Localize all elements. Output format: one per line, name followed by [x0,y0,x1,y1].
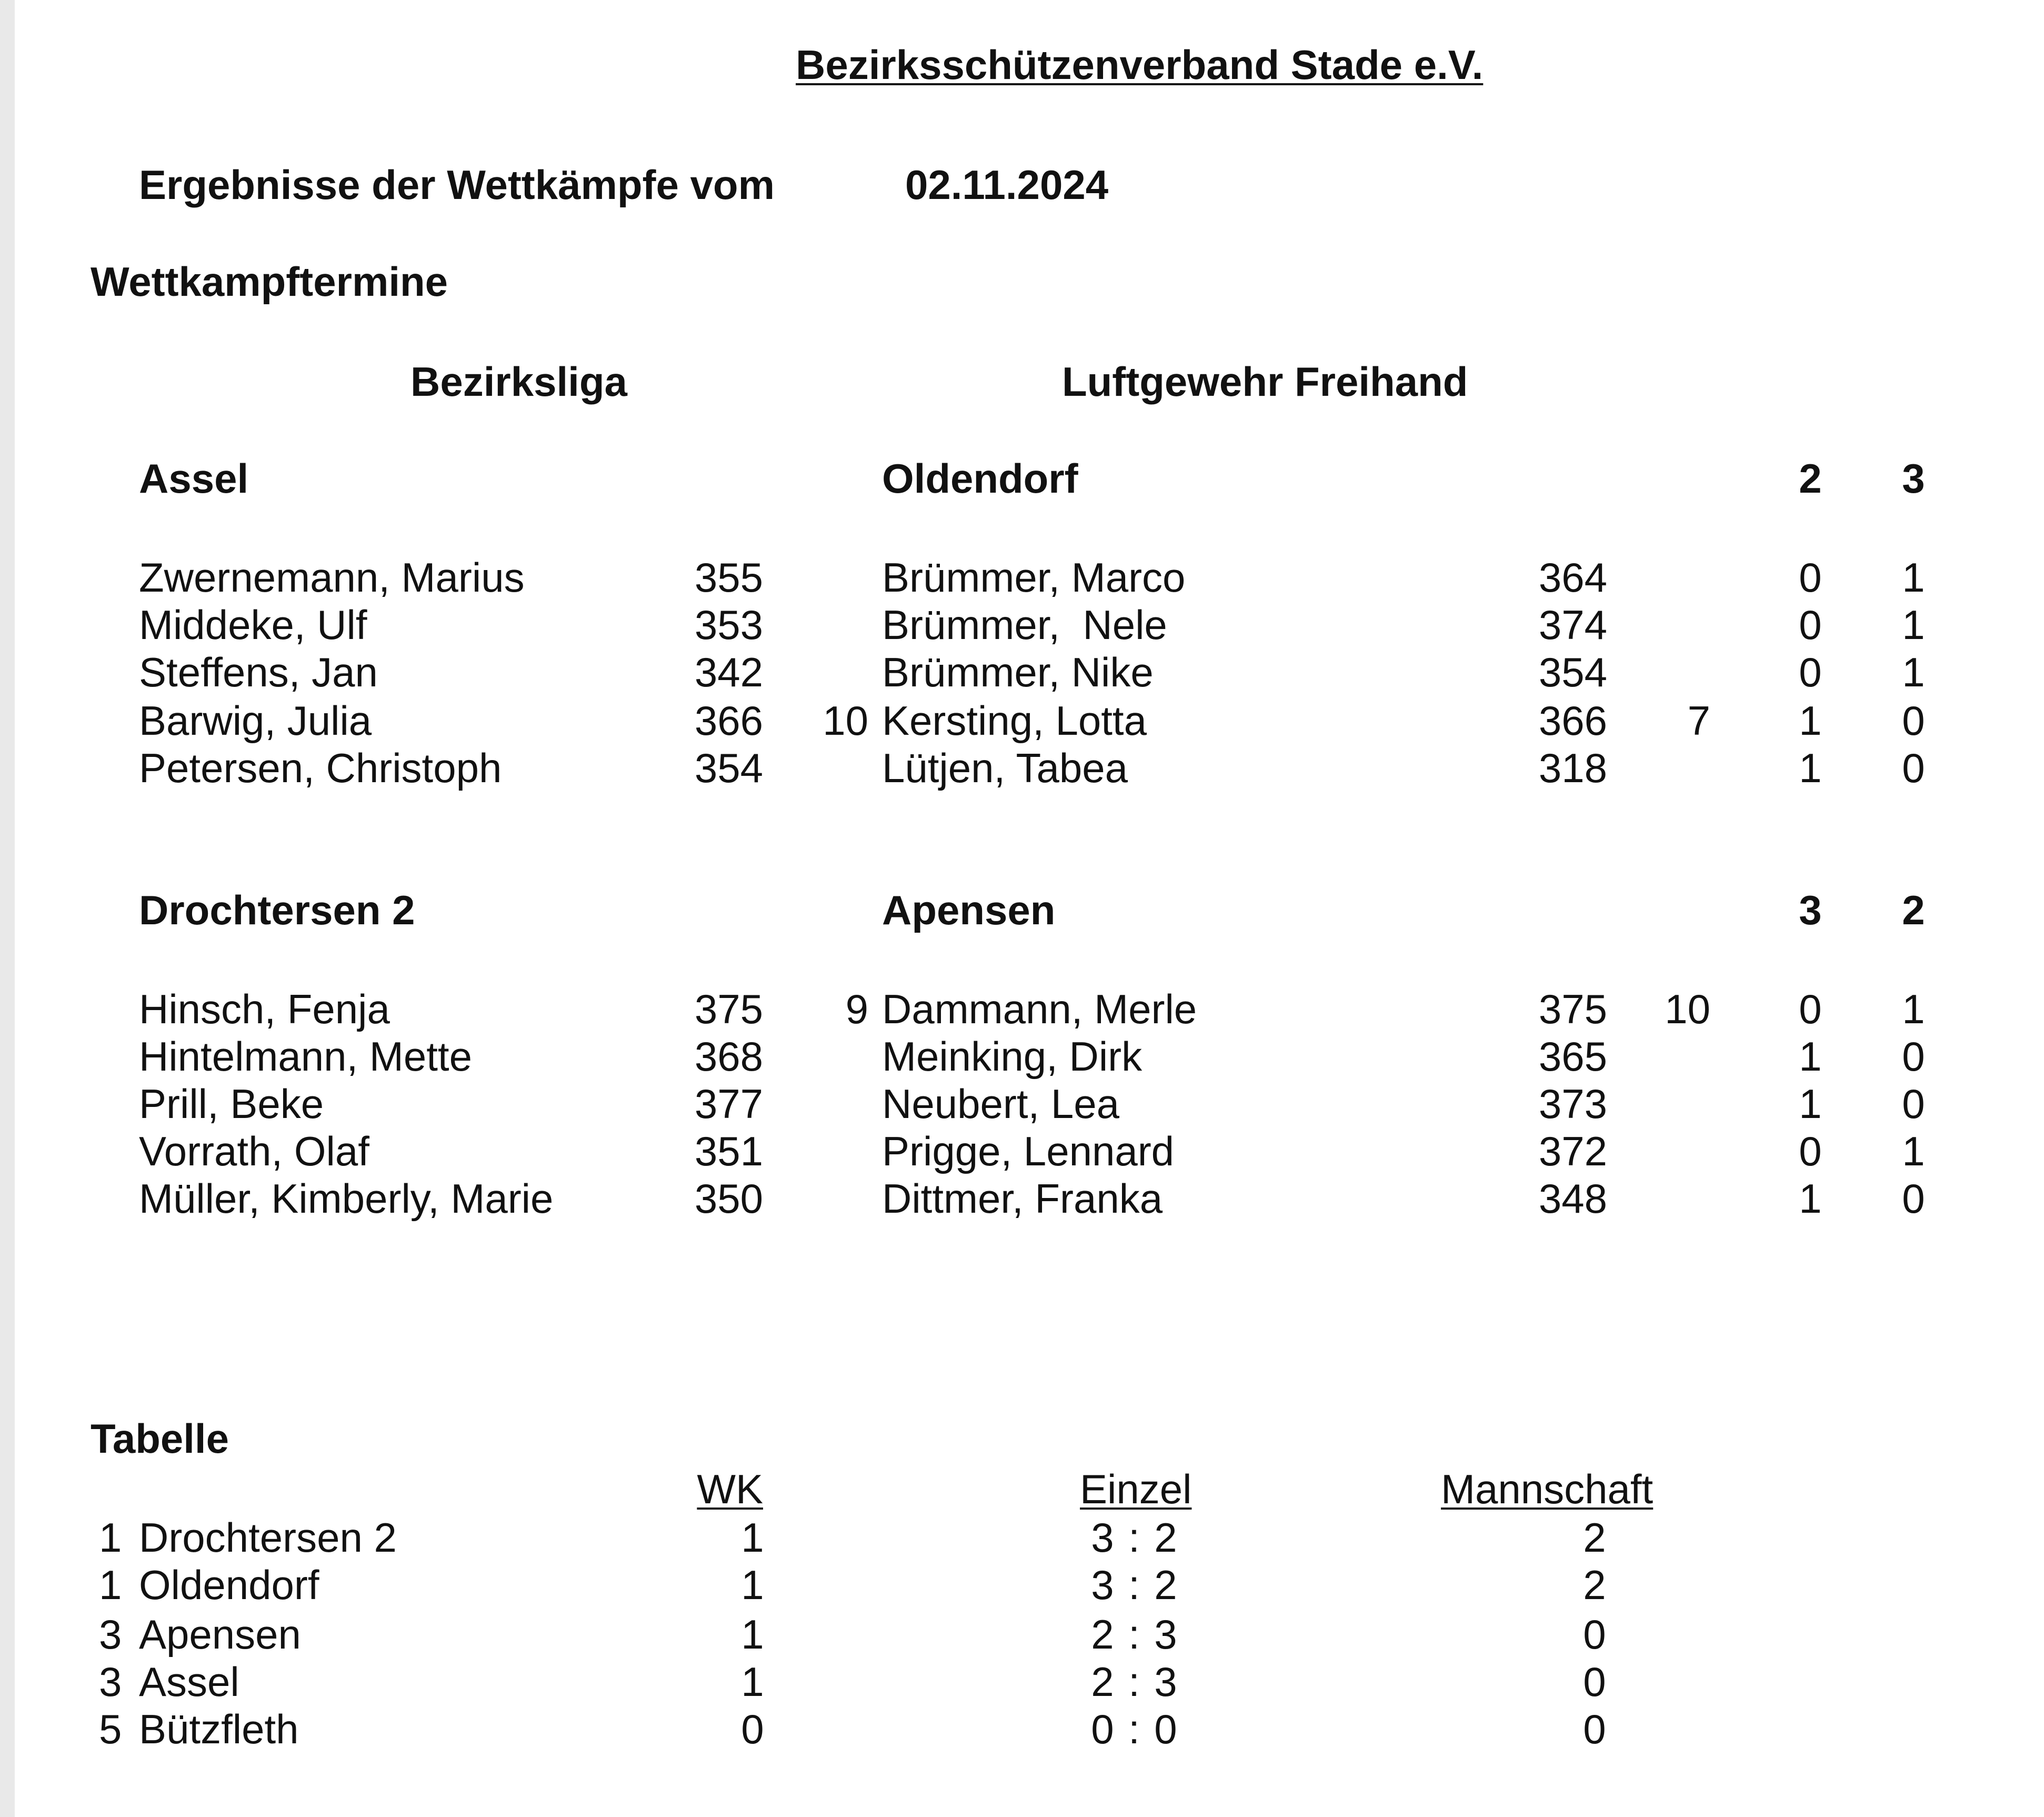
home-team-name: Drochtersen 2 [139,887,415,933]
away-team-points: 2 [1902,887,1925,933]
away-shooter-name: Dammann, Merle [882,986,1197,1032]
section-dates-heading: Wettkampftermine [91,258,448,305]
standing-wk: 1 [741,1611,764,1658]
results-label: Ergebnisse der Wettkämpfe vom [139,162,775,208]
home-shooter-score: 342 [694,649,763,695]
point-home: 1 [1799,1081,1822,1127]
away-shooter-name: Prigge, Lennard [882,1128,1175,1174]
standing-einzel-a: 2 [1091,1659,1114,1705]
point-away: 1 [1902,1128,1925,1174]
away-team-name: Oldendorf [882,455,1078,502]
point-away: 0 [1902,1081,1925,1127]
home-shooter-name: Hinsch, Fenja [139,986,390,1032]
home-shooter-name: Müller, Kimberly, Marie [139,1175,554,1222]
away-shooter-name: Brümmer, Nike [882,649,1154,695]
home-shooter-name: Steffens, Jan [139,649,378,695]
home-shooter-score: 351 [694,1128,763,1174]
home-shooter-extra: 10 [823,697,868,744]
standing-rank: 1 [99,1562,122,1608]
page-edge [0,0,15,1817]
col-header-mannschaft: Mannschaft [1441,1466,1654,1512]
home-shooter-name: Prill, Beke [139,1081,324,1127]
standing-wk: 1 [741,1562,764,1608]
standing-team: Assel [139,1659,239,1705]
home-shooter-score: 375 [694,986,763,1032]
standing-team: Oldendorf [139,1562,319,1608]
standing-mannschaft: 2 [1583,1514,1606,1561]
point-home: 1 [1799,745,1822,791]
org-title: Bezirksschützenverband Stade e.V. [796,42,1484,88]
point-away: 0 [1902,745,1925,791]
away-shooter-extra: 10 [1665,986,1710,1032]
standing-team: Bützfleth [139,1706,299,1752]
away-shooter-score: 366 [1538,697,1607,744]
standing-einzel-separator: : [1128,1514,1140,1561]
away-shooter-score: 375 [1538,986,1607,1032]
home-shooter-score: 353 [694,602,763,648]
away-team-points: 3 [1902,455,1925,502]
home-shooter-name: Hintelmann, Mette [139,1033,472,1080]
point-away: 0 [1902,697,1925,744]
away-team-name: Apensen [882,887,1056,933]
away-shooter-name: Brümmer, Marco [882,554,1186,601]
standing-rank: 1 [99,1514,122,1561]
standing-einzel-b: 0 [1154,1706,1177,1752]
standing-einzel-separator: : [1128,1706,1140,1752]
standing-wk: 0 [741,1706,764,1752]
point-home: 1 [1799,1175,1822,1222]
away-shooter-extra: 7 [1687,697,1710,744]
away-shooter-score: 354 [1538,649,1607,695]
home-team-points: 3 [1799,887,1822,933]
away-shooter-score: 348 [1538,1175,1607,1222]
standing-einzel-a: 2 [1091,1611,1114,1658]
standing-mannschaft: 0 [1583,1706,1606,1752]
standing-einzel-b: 2 [1154,1562,1177,1608]
home-shooter-score: 366 [694,697,763,744]
standing-mannschaft: 0 [1583,1659,1606,1705]
away-shooter-name: Lütjen, Tabea [882,745,1128,791]
discipline-name: Luftgewehr Freihand [1062,358,1468,405]
standing-einzel-separator: : [1128,1611,1140,1658]
home-shooter-score: 350 [694,1175,763,1222]
point-home: 1 [1799,1033,1822,1080]
standing-wk: 1 [741,1514,764,1561]
standing-einzel-b: 3 [1154,1611,1177,1658]
standing-team: Drochtersen 2 [139,1514,397,1561]
home-shooter-score: 354 [694,745,763,791]
standing-rank: 3 [99,1611,122,1658]
home-shooter-name: Middeke, Ulf [139,602,367,648]
point-home: 0 [1799,554,1822,601]
standing-mannschaft: 0 [1583,1611,1606,1658]
results-date: 02.11.2024 [905,162,1109,208]
point-home: 0 [1799,986,1822,1032]
standing-mannschaft: 2 [1583,1562,1606,1608]
standing-einzel-a: 3 [1091,1514,1114,1561]
standing-wk: 1 [741,1659,764,1705]
away-shooter-name: Dittmer, Franka [882,1175,1163,1222]
away-shooter-score: 318 [1538,745,1607,791]
standing-einzel-separator: : [1128,1659,1140,1705]
away-shooter-score: 364 [1538,554,1607,601]
home-shooter-score: 368 [694,1033,763,1080]
point-away: 0 [1902,1033,1925,1080]
standing-einzel-a: 0 [1091,1706,1114,1752]
away-shooter-score: 365 [1538,1033,1607,1080]
col-header-einzel: Einzel [1080,1466,1192,1512]
standing-einzel-b: 2 [1154,1514,1177,1561]
away-shooter-name: Neubert, Lea [882,1081,1119,1127]
point-home: 1 [1799,697,1822,744]
point-home: 0 [1799,649,1822,695]
away-shooter-score: 373 [1538,1081,1607,1127]
home-shooter-name: Vorrath, Olaf [139,1128,369,1174]
home-shooter-score: 377 [694,1081,763,1127]
standing-einzel-separator: : [1128,1562,1140,1608]
home-team-points: 2 [1799,455,1822,502]
home-shooter-name: Petersen, Christoph [139,745,502,791]
point-away: 0 [1902,1175,1925,1222]
home-shooter-name: Zwernemann, Marius [139,554,525,601]
table-title: Tabelle [91,1415,229,1462]
point-away: 1 [1902,554,1925,601]
home-shooter-name: Barwig, Julia [139,697,372,744]
standing-einzel-a: 3 [1091,1562,1114,1608]
standing-team: Apensen [139,1611,301,1658]
point-away: 1 [1902,649,1925,695]
standing-rank: 3 [99,1659,122,1705]
point-home: 0 [1799,1128,1822,1174]
away-shooter-score: 372 [1538,1128,1607,1174]
standing-rank: 5 [99,1706,122,1752]
away-shooter-score: 374 [1538,602,1607,648]
point-away: 1 [1902,602,1925,648]
home-team-name: Assel [139,455,249,502]
home-shooter-score: 355 [694,554,763,601]
point-home: 0 [1799,602,1822,648]
standing-einzel-b: 3 [1154,1659,1177,1705]
away-shooter-name: Brümmer, Nele [882,602,1167,648]
home-shooter-extra: 9 [845,986,868,1032]
away-shooter-name: Kersting, Lotta [882,697,1147,744]
away-shooter-name: Meinking, Dirk [882,1033,1143,1080]
league-name: Bezirksliga [410,358,627,405]
point-away: 1 [1902,986,1925,1032]
col-header-wk: WK [697,1466,763,1512]
